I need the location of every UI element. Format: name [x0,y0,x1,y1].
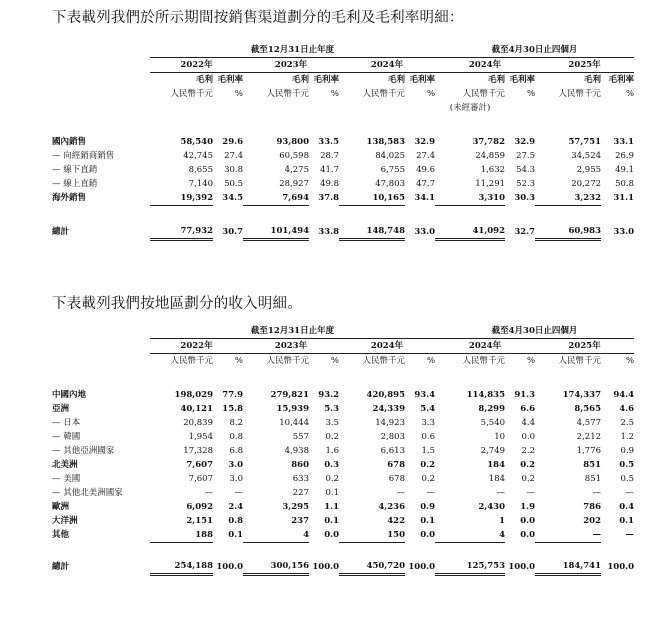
row-label: 國內銷售 [52,137,87,147]
total-percent-cell: 30.7 [222,226,243,237]
percent-cell: 52.3 [516,179,536,189]
row-label: 其他 [52,530,70,541]
table-row [50,472,634,486]
percent-cell: 0.1 [420,516,436,526]
percent-cell: 0.1 [324,516,339,526]
unit-amount: 人民幣千元 [266,356,309,366]
table-row [50,486,634,500]
amount-cell: 24,859 [475,151,506,161]
unit-percent: % [234,356,243,366]
percent-cell: 50.5 [224,179,243,189]
amount-cell: 184 [487,460,506,470]
amount-cell: 47,803 [375,179,405,189]
amount-cell: 227 [292,488,309,498]
percent-cell: 1.9 [520,502,536,512]
percent-cell: 6.8 [229,446,243,456]
percent-cell: 54.3 [516,165,536,175]
period-year-header: 截至12月31日止年度 [150,324,435,339]
year-header-row [50,58,634,73]
unit-amount: 人民幣千元 [362,356,405,366]
percent-cell: 0.3 [324,460,339,470]
unit-percent: % [330,89,339,99]
total-amount-cell: 41,092 [435,224,505,240]
amount-cell: 138,583 [366,137,405,147]
percent-cell: — [426,488,436,498]
percent-cell: 93.4 [414,390,436,400]
percent-cell: 29.6 [222,137,243,147]
total-amount-cell: 300,156 [243,559,309,575]
row-label: 大洋洲 [52,516,78,526]
gross-profit-header: 毛利 [488,75,506,85]
amount-cell: 93,800 [276,137,309,147]
unit-amount: 人民幣千元 [362,89,405,99]
amount-cell: 557 [292,432,309,442]
amount-cell: 7,694 [243,191,309,206]
unit-amount: 人民幣千元 [266,89,309,99]
section2-intro: 下表載列我們按地區劃分的收入明細。 [52,296,302,312]
amount-cell: 174,337 [562,390,602,400]
gross-profit-header: 毛利 [584,75,602,85]
total-percent-cell: 100.0 [312,561,339,572]
year-header: 2023年 [243,58,339,73]
year-header: 2025年 [535,339,634,354]
unit-percent: % [526,89,536,99]
percent-cell: 0.2 [325,432,339,442]
amount-cell: 20,272 [571,179,602,189]
unit-amount: 人民幣千元 [558,356,602,366]
total-percent-cell: 100.0 [408,561,436,572]
percent-cell: 0.1 [619,516,635,526]
amount-cell: 4,236 [378,502,405,512]
period-four-months-header: 截至4月30日止四個月 [435,324,634,339]
amount-cell: 114,835 [466,390,506,400]
percent-cell: 77.9 [222,390,243,400]
percent-cell: 47.7 [416,179,436,189]
amount-cell: 4 [243,528,309,543]
period-four-months-header: 截至4月30日止四個月 [435,43,634,58]
percent-cell: 5.3 [324,404,339,414]
percent-cell: 5.4 [420,404,436,414]
table-row [50,163,634,177]
amount-cell: — [592,488,602,498]
total-amount-cell: 101,494 [243,224,309,240]
total-amount-cell: 184,741 [535,559,601,575]
amount-cell: 57,751 [568,137,602,147]
unaudited-row [50,101,634,115]
amount-cell: 2,955 [576,165,602,175]
percent-cell: 0.0 [520,516,536,526]
percent-cell: 3.0 [229,474,243,484]
unit-amount: 人民幣千元 [462,89,506,99]
gross-margin-header: 毛利率 [217,75,243,85]
table-row [50,444,634,458]
amount-cell: 4,577 [576,418,602,428]
amount-cell: 1,954 [188,432,213,442]
unit-percent: % [234,89,243,99]
amount-cell: 860 [291,460,309,470]
year-header: 2024年 [435,339,535,354]
percent-cell: — [526,488,536,498]
amount-cell: 198,029 [174,390,213,400]
amount-cell: 7,607 [188,474,213,484]
percent-cell: 3.5 [325,418,339,428]
gross-profit-header: 毛利 [195,75,213,85]
unit-percent: % [625,89,635,99]
percent-cell: 49.6 [416,165,436,175]
amount-cell: 2,151 [186,516,213,526]
amount-cell: 24,339 [372,404,405,414]
percent-cell: 2.2 [521,446,536,456]
row-label: 歐洲 [52,502,70,512]
amount-cell: 3,232 [535,191,601,206]
percent-cell: 0.9 [420,502,436,512]
percent-cell: 2.4 [228,502,243,512]
amount-cell: 2,803 [380,432,405,442]
amount-cell: 60,598 [279,151,309,161]
amount-cell: — [396,488,405,498]
total-label: 總計 [52,561,70,572]
table-row [50,149,634,163]
percent-cell: 0.0 [324,530,339,541]
percent-cell: 32.9 [514,137,536,147]
amount-cell: 28,927 [279,179,309,189]
percent-cell: 30.3 [514,193,536,204]
percent-cell: 0.6 [421,432,436,442]
row-label: — 韓國 [52,432,81,442]
percent-cell: 93.2 [318,390,339,400]
unit-amount: 人民幣千元 [170,356,213,366]
spacer-row [50,206,634,225]
row-label: — 向經銷商銷售 [52,151,115,161]
gross-margin-header: 毛利率 [608,75,635,85]
percent-cell: 0.0 [521,432,536,442]
amount-cell: 786 [583,502,602,512]
amount-cell: 42,745 [183,151,213,161]
amount-cell: 420,895 [366,390,405,400]
percent-cell: 0.2 [421,474,436,484]
percent-cell: 0.2 [521,474,536,484]
amount-cell: 8,565 [574,404,602,414]
unit-amount: 人民幣千元 [170,89,213,99]
row-label: 海外銷售 [52,193,87,204]
table-row [50,528,634,543]
row-label: — 日本 [52,418,81,428]
percent-cell: 15.8 [222,404,243,414]
amount-cell: 6,092 [186,502,213,512]
percent-cell: — [234,488,243,498]
amount-cell: 19,392 [150,191,213,206]
amount-cell: 10,444 [279,418,309,428]
amount-cell: 14,923 [375,418,405,428]
amount-cell: — [535,528,601,543]
total-percent-cell: 33.0 [414,226,436,237]
row-label: — 線下直銷 [52,165,98,175]
percent-cell: 0.4 [619,502,635,512]
total-row [50,559,634,575]
percent-cell: 49.8 [320,179,339,189]
percent-cell: 1.2 [620,432,635,442]
year-header-row [50,339,634,354]
total-label: 總計 [52,226,70,237]
percent-cell: 0.0 [520,530,536,541]
amount-cell: 4,275 [284,165,309,175]
percent-cell: 50.8 [615,179,635,189]
table-row [50,500,634,514]
unit-percent: % [330,356,339,366]
year-header: 2024年 [339,339,435,354]
percent-cell: 27.4 [416,151,436,161]
year-header: 2023年 [243,339,339,354]
amount-cell: 15,939 [276,404,309,414]
percent-cell: 31.1 [613,193,635,204]
percent-cell: 0.1 [325,488,339,498]
amount-cell: 633 [292,474,309,484]
year-header: 2024年 [339,58,435,73]
amount-cell: 37,782 [472,137,506,147]
row-label: 北美洲 [52,460,78,470]
amount-cell: 279,821 [270,390,309,400]
amount-cell: 1 [499,516,506,526]
revenue-by-region-table [50,324,634,576]
spacer-row [50,368,634,388]
percent-cell: 0.5 [620,474,635,484]
percent-cell: 30.8 [224,165,243,175]
row-label: — 其他亞洲國家 [52,446,115,456]
table-row [50,402,634,416]
amount-cell: 2,749 [480,446,506,456]
amount-cell: 184 [488,474,506,484]
unit-percent: % [426,356,436,366]
amount-cell: 84,025 [375,151,405,161]
amount-cell: 34,524 [571,151,602,161]
percent-cell: 3.3 [421,418,436,428]
amount-cell: 2,212 [576,432,602,442]
gross-margin-header: 毛利率 [313,75,339,85]
amount-cell: 4,938 [284,446,309,456]
table-row [50,191,634,206]
amount-cell: 3,295 [282,502,309,512]
spacer-row [50,115,634,135]
amount-cell: 422 [387,516,405,526]
total-row [50,224,634,240]
unit-amount: 人民幣千元 [558,89,602,99]
percent-cell: 0.0 [420,530,436,541]
amount-cell: 5,540 [480,418,506,428]
percent-cell: 49.1 [615,165,635,175]
percent-cell: 1.1 [324,502,339,512]
amount-cell: 1,632 [480,165,506,175]
row-label: — 美國 [52,474,81,484]
gross-profit-table [50,43,634,241]
gross-profit-header: 毛利 [291,75,309,85]
unit-amount: 人民幣千元 [462,356,506,366]
amount-cell: — [496,488,506,498]
amount-cell: 2,430 [478,502,506,512]
table-row [50,458,634,472]
gross-margin-header: 毛利率 [409,75,436,85]
total-percent-cell: 100.0 [508,561,536,572]
amount-cell: 10 [494,432,506,442]
year-header: 2024年 [435,58,535,73]
amount-cell: 851 [584,474,602,484]
section1-intro: 下表載列我們於所示期間按銷售渠道劃分的毛利及毛利率明細： [52,10,464,26]
percent-cell: 34.5 [222,193,243,204]
amount-cell: 202 [583,516,602,526]
unaudited-note: (未經審計) [449,103,491,113]
percent-cell: 0.1 [228,530,243,541]
percent-cell: 0.2 [420,460,436,470]
unit-header-row [50,87,634,101]
percent-cell: 27.4 [224,151,243,161]
percent-cell: 0.8 [228,516,243,526]
total-percent-cell: 33.0 [613,226,635,237]
table-row [50,177,634,191]
year-header: 2022年 [150,58,243,73]
percent-cell: 33.1 [613,137,635,147]
percent-cell: 6.6 [520,404,536,414]
percent-cell: 91.3 [514,390,536,400]
percent-cell: 0.2 [520,460,536,470]
amount-cell: 10,165 [339,191,405,206]
percent-cell: 0.9 [620,446,635,456]
period-header-row [50,43,634,58]
total-percent-cell: 100.0 [607,561,635,572]
total-percent-cell: 100.0 [216,561,243,572]
percent-cell: 2.5 [620,418,635,428]
percent-cell: 0.2 [325,474,339,484]
table-row [50,430,634,444]
amount-cell: 20,839 [183,418,213,428]
row-label: 中國內地 [52,390,87,400]
gross-margin-header: 毛利率 [509,75,536,85]
row-label: — 其他北美洲國家 [52,488,123,498]
amount-cell: 4 [435,528,505,543]
total-amount-cell: 148,748 [339,224,405,240]
total-amount-cell: 125,753 [435,559,505,575]
table-row [50,514,634,528]
percent-cell: 37.8 [318,193,339,204]
percent-cell: 94.4 [613,390,635,400]
percent-cell: — [625,530,635,541]
amount-cell: 3,310 [435,191,505,206]
spacer-row [50,543,634,560]
row-label: 亞洲 [52,404,70,414]
amount-cell: 7,607 [186,460,213,470]
amount-cell: — [204,488,213,498]
percent-cell: 4.6 [619,404,635,414]
amount-cell: 851 [583,460,602,470]
percent-cell: 27.5 [516,151,536,161]
unit-percent: % [526,356,536,366]
amount-cell: 8,299 [478,404,506,414]
amount-cell: 8,655 [188,165,213,175]
percent-cell: 41.7 [320,165,339,175]
total-percent-cell: 33.8 [318,226,339,237]
period-header-row [50,324,634,339]
unit-header-row [50,354,634,369]
amount-cell: 6,755 [380,165,405,175]
percent-cell: 32.9 [414,137,436,147]
percent-cell: 1.6 [325,446,339,456]
amount-cell: 150 [339,528,405,543]
period-year-header: 截至12月31日止年度 [150,43,435,58]
percent-cell: 4.4 [521,418,536,428]
amount-cell: 1,776 [576,446,602,456]
percent-cell: 0.5 [619,460,635,470]
total-amount-cell: 77,932 [150,224,213,240]
total-percent-cell: 32.7 [514,226,536,237]
amount-cell: 188 [150,528,213,543]
amount-cell: 678 [387,460,405,470]
total-amount-cell: 60,983 [535,224,601,240]
total-amount-cell: 450,720 [339,559,405,575]
percent-cell: 1.5 [421,446,436,456]
gross-profit-header: 毛利 [387,75,405,85]
unit-percent: % [625,356,635,366]
percent-cell: 34.1 [414,193,436,204]
percent-cell: — [625,488,635,498]
amount-cell: 11,291 [475,179,506,189]
amount-cell: 7,140 [188,179,213,189]
amount-cell: 6,613 [380,446,405,456]
table-row [50,388,634,402]
year-header: 2022年 [150,339,243,354]
percent-cell: 3.0 [228,460,243,470]
amount-cell: 58,540 [180,137,213,147]
unit-percent: % [426,89,436,99]
table-row [50,416,634,430]
row-label: — 線上直銷 [52,179,98,189]
amount-cell: 40,121 [180,404,213,414]
amount-cell: 237 [291,516,309,526]
percent-cell: 26.9 [615,151,635,161]
percent-cell: 0.8 [229,432,243,442]
total-amount-cell: 254,188 [150,559,213,575]
year-header: 2025年 [535,58,634,73]
percent-cell: 8.2 [229,418,243,428]
percent-cell: 33.5 [318,137,339,147]
metric-header-row [50,73,634,88]
amount-cell: 678 [388,474,405,484]
amount-cell: 17,328 [183,446,213,456]
percent-cell: 28.7 [320,151,339,161]
table-row [50,135,634,149]
